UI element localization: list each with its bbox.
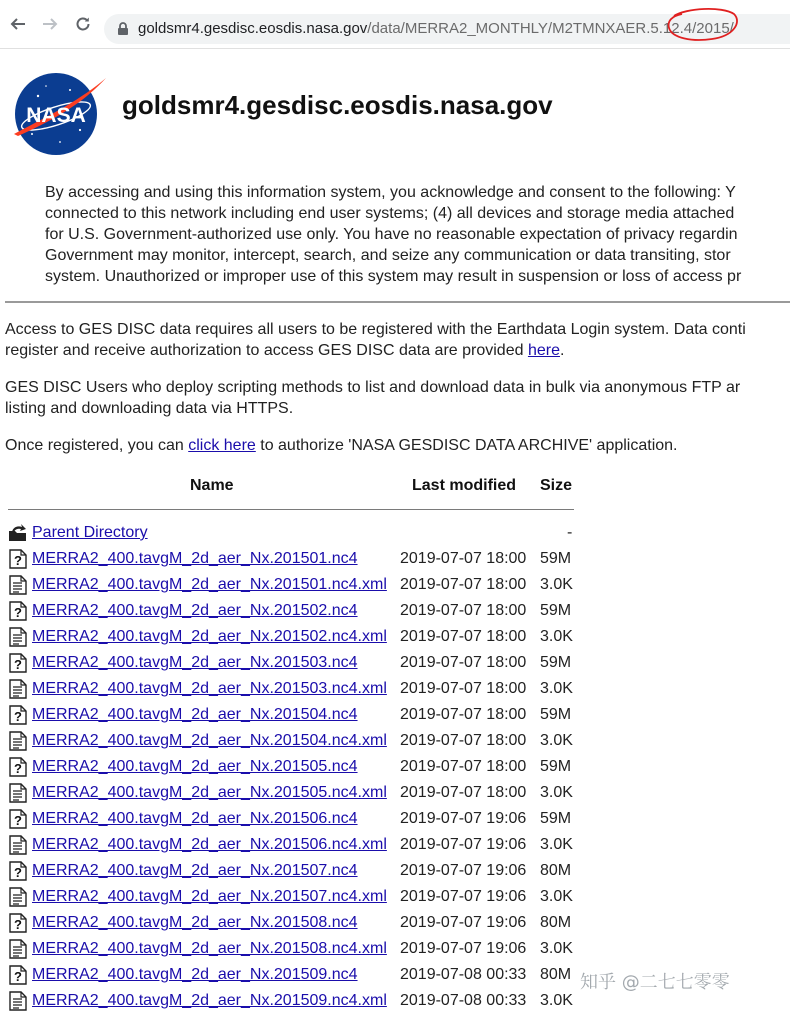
registered-text-pre: Once registered, you can [5,437,189,454]
file-modified: 2019-07-07 19:06 [400,836,527,853]
file-size: 59M [540,706,572,723]
forward-arrow-icon[interactable] [38,12,62,36]
url-text[interactable] [138,20,734,38]
browser-toolbar [0,0,790,49]
svg-text:?: ? [14,553,22,568]
file-link[interactable]: MERRA2_400.tavgM_2d_aer_Nx.201506.nc4.xml [32,836,387,853]
table-header-divider [8,509,574,510]
parent-size: - [567,524,573,541]
file-modified: 2019-07-07 18:00 [400,654,527,671]
file-row [0,703,580,729]
file-row [0,807,580,833]
unknown-file-icon [8,965,28,985]
file-modified: 2019-07-07 19:06 [400,914,527,931]
parent-directory-link[interactable]: Parent Directory [32,524,148,541]
file-size: 59M [540,654,572,671]
red-annotation-circle [664,6,740,42]
unknown-file-icon [8,601,28,621]
nasa-logo-text: NASA [26,104,86,127]
file-modified: 2019-07-07 19:06 [400,940,527,957]
unknown-file-icon [8,913,28,933]
file-row [0,989,580,1015]
file-size: 3.0K [540,992,573,1009]
unknown-file-icon [8,705,28,725]
svg-text:?: ? [14,605,22,620]
file-size: 3.0K [540,836,573,853]
url-path: /data/MERRA2_MONTHLY/M2TMNXAER.5.12.4/2015/ [367,20,734,37]
file-row [0,911,580,937]
file-modified: 2019-07-07 18:00 [400,550,527,567]
notice-line: connected to this network including end user systems; (4) all devices and storage media attached [45,205,735,222]
file-row [0,573,580,599]
access-text-line [5,340,790,361]
file-link[interactable]: MERRA2_400.tavgM_2d_aer_Nx.201503.nc4 [32,654,358,671]
svg-text:?: ? [14,865,22,880]
text-file-icon [8,939,28,959]
horizontal-divider [5,301,790,303]
file-row [0,963,580,989]
back-arrow-icon[interactable] [6,12,30,36]
file-size: 3.0K [540,940,573,957]
back-folder-icon [8,523,28,543]
file-row [0,625,580,651]
file-size: 59M [540,758,572,775]
file-modified: 2019-07-08 00:33 [400,966,527,983]
file-link[interactable]: MERRA2_400.tavgM_2d_aer_Nx.201507.nc4.xml [32,888,387,905]
text-file-icon [8,627,28,647]
access-text-post: . [559,342,565,359]
parent-directory-row [0,521,580,547]
file-link[interactable]: MERRA2_400.tavgM_2d_aer_Nx.201508.nc4.xml [32,940,387,957]
file-link[interactable]: MERRA2_400.tavgM_2d_aer_Nx.201502.nc4.xml [32,628,387,645]
file-modified: 2019-07-07 18:00 [400,732,527,749]
file-size: 3.0K [540,888,573,905]
watermark: 知乎 @二七七零零 [580,972,730,993]
unknown-file-icon [8,549,28,569]
file-link[interactable]: MERRA2_400.tavgM_2d_aer_Nx.201505.nc4.xml [32,784,387,801]
file-size: 3.0K [540,680,573,697]
file-size: 59M [540,602,572,619]
click-here-link[interactable]: click here [188,437,256,454]
reload-icon[interactable] [71,12,95,36]
file-modified: 2019-07-07 18:00 [400,784,527,801]
access-paragraph [5,319,790,361]
svg-text:?: ? [14,917,22,932]
access-notice [45,182,790,287]
file-link[interactable]: MERRA2_400.tavgM_2d_aer_Nx.201506.nc4 [32,810,358,827]
file-link[interactable]: MERRA2_400.tavgM_2d_aer_Nx.201507.nc4 [32,862,358,879]
text-file-icon [8,991,28,1011]
file-modified: 2019-07-07 19:06 [400,810,527,827]
url-host: goldsmr4.gesdisc.eosdis.nasa.gov [138,20,368,37]
file-size: 80M [540,966,572,983]
file-size: 3.0K [540,576,573,593]
svg-text:?: ? [14,761,22,776]
file-modified: 2019-07-07 19:06 [400,888,527,905]
file-size: 59M [540,550,572,567]
notice-line: for U.S. Government-authorized use only. You have no reasonable expectation of privacy regardin [45,226,738,243]
svg-text:?: ? [14,969,22,984]
registered-text-line [5,435,790,456]
file-modified: 2019-07-07 18:00 [400,628,527,645]
scripting-paragraph [5,377,790,419]
file-link[interactable]: MERRA2_400.tavgM_2d_aer_Nx.201501.nc4 [32,550,358,567]
column-header-last-modified[interactable]: Last modified [412,477,517,494]
scripting-text-line: listing and downloading data via HTTPS. [5,400,294,417]
file-size: 3.0K [540,784,573,801]
file-size: 80M [540,862,572,879]
file-row [0,833,580,859]
access-text-pre: register and receive authorization to access GES DISC data are provided [5,342,528,359]
file-row [0,937,580,963]
column-header-name[interactable]: Name [190,477,234,494]
file-modified: 2019-07-07 19:06 [400,862,527,879]
file-row [0,651,580,677]
file-size: 3.0K [540,628,573,645]
file-link[interactable]: MERRA2_400.tavgM_2d_aer_Nx.201503.nc4.xml [32,680,387,697]
here-link[interactable]: here [527,342,560,359]
column-header-size[interactable]: Size [540,477,573,494]
notice-line: system. Unauthorized or improper use of this system may result in suspension or loss of access pr [45,268,742,285]
site-title: goldsmr4.gesdisc.eosdis.nasa.gov [122,90,553,120]
text-file-icon [8,575,28,595]
text-file-icon [8,679,28,699]
file-link[interactable]: MERRA2_400.tavgM_2d_aer_Nx.201505.nc4 [32,758,358,775]
notice-line: Government may monitor, intercept, search, and seize any communication or data transiting, stor [45,247,731,264]
scripting-text-line: GES DISC Users who deploy scripting methods to list and download data in bulk via anonymous FTP ar [5,379,741,396]
file-row [0,781,580,807]
file-link[interactable]: MERRA2_400.tavgM_2d_aer_Nx.201504.nc4.xml [32,732,387,749]
file-row [0,547,580,573]
svg-text:?: ? [14,813,22,828]
unknown-file-icon [8,653,28,673]
svg-text:?: ? [14,657,22,672]
access-text-line: Access to GES DISC data requires all users to be registered with the Earthdata Login system. Data conti [5,321,746,338]
file-modified: 2019-07-07 18:00 [400,758,527,775]
file-row [0,755,580,781]
file-size: 3.0K [540,732,573,749]
file-modified: 2019-07-07 18:00 [400,706,527,723]
file-modified: 2019-07-07 18:00 [400,602,527,619]
file-link[interactable]: MERRA2_400.tavgM_2d_aer_Nx.201508.nc4 [32,914,358,931]
file-row [0,859,580,885]
text-file-icon [8,783,28,803]
file-size: 59M [540,810,572,827]
registered-text-post: to authorize 'NASA GESDISC DATA ARCHIVE' application. [255,437,678,454]
unknown-file-icon [8,757,28,777]
file-row [0,599,580,625]
registered-paragraph [5,435,790,456]
file-row [0,677,580,703]
unknown-file-icon [8,861,28,881]
file-size: 80M [540,914,572,931]
file-link[interactable]: MERRA2_400.tavgM_2d_aer_Nx.201509.nc4 [32,966,358,983]
notice-line: By accessing and using this information system, you acknowledge and consent to the following: Y [45,184,736,201]
file-modified: 2019-07-08 00:33 [400,992,527,1009]
file-link[interactable]: MERRA2_400.tavgM_2d_aer_Nx.201509.nc4.xml [32,992,387,1009]
svg-text:?: ? [14,709,22,724]
file-link[interactable]: MERRA2_400.tavgM_2d_aer_Nx.201502.nc4 [32,602,358,619]
file-row [0,885,580,911]
lock-icon[interactable] [116,22,130,36]
text-file-icon [8,887,28,907]
file-link[interactable]: MERRA2_400.tavgM_2d_aer_Nx.201504.nc4 [32,706,358,723]
file-link[interactable]: MERRA2_400.tavgM_2d_aer_Nx.201501.nc4.xml [32,576,387,593]
nasa-logo [8,72,108,156]
file-modified: 2019-07-07 18:00 [400,576,527,593]
text-file-icon [8,835,28,855]
file-modified: 2019-07-07 18:00 [400,680,527,697]
file-row [0,729,580,755]
unknown-file-icon [8,809,28,829]
text-file-icon [8,731,28,751]
